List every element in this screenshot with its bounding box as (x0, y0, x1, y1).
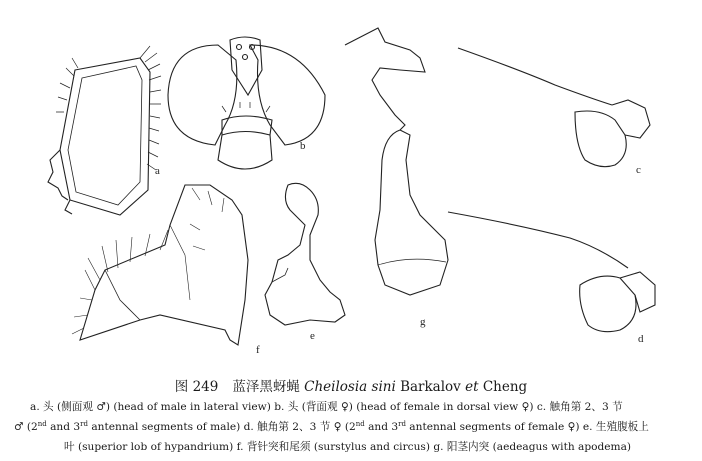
caption-a-en: ) (head of male in lateral view) (105, 401, 271, 413)
author-2: Cheng (482, 379, 528, 395)
caption-c-en-2: and 3 (46, 421, 81, 433)
caption-line-2 (14, 419, 696, 435)
panel-label-g: g (420, 316, 426, 328)
caption-e-label: e. 生殖腹板上 (582, 421, 649, 433)
author-et: et (465, 379, 479, 395)
caption-d-en-2: and 3 (364, 421, 399, 433)
species-name: Cheilosia sini (304, 379, 396, 395)
caption-d-end: ) (575, 421, 580, 433)
caption-b-label: b. 头 (背面观 (274, 401, 338, 413)
superscript: nd (37, 420, 47, 428)
caption-d-en-3: antennal segments of female (405, 421, 565, 433)
female-symbol-icon: ♀ (333, 421, 342, 433)
caption-g-en: (aedeagus with apodema) (492, 441, 632, 453)
drawing-a-head-lateral (48, 46, 161, 215)
drawing-g-aedeagus (345, 28, 448, 295)
figure-title (0, 375, 702, 395)
female-symbol-icon: ♀ (341, 401, 349, 413)
male-symbol-icon: ♂ (96, 401, 106, 413)
caption-a-label: a. 头 (侧面观 (30, 401, 93, 413)
caption-e-en: (superior lob of hypandrium) (77, 441, 234, 453)
superscript: rd (80, 420, 88, 428)
panel-label-e: e (310, 330, 315, 342)
female-symbol-icon: ♀ (567, 421, 576, 433)
drawing-c-antenna-male (458, 48, 650, 167)
female-symbol-icon: ♀ (521, 401, 530, 413)
superscript: rd (398, 420, 406, 428)
panel-label-a: a (155, 165, 160, 177)
caption-d-en-1: (2 (344, 421, 356, 433)
caption-f-label: f. 背针突和尾须 (236, 441, 311, 453)
caption-c-label: c. 触角第 2、3 节 (536, 401, 623, 413)
caption-d-label: d. 触角第 2、3 节 (243, 421, 331, 433)
author-1: Barkalov (400, 379, 461, 395)
caption-g-label: g. 阳茎内突 (433, 441, 490, 453)
caption-line-3 (64, 439, 702, 455)
drawing-d-antenna-female (448, 212, 655, 332)
caption-c-en-3: antennal segments of male) (87, 421, 241, 433)
panel-label-f: f (256, 344, 260, 356)
caption-b-en: ) (head of female in dorsal view (348, 401, 519, 413)
male-symbol-icon: ♂ (14, 421, 24, 433)
figure-title-cn: 蓝泽黑蚜蝇 (232, 379, 300, 395)
caption-line-1 (30, 399, 702, 415)
caption-e-cont: 叶 (64, 441, 75, 453)
caption-f-en: (surstylus and circus) (313, 441, 430, 453)
drawing-e-superior-lob (265, 183, 345, 325)
superscript: nd (355, 420, 365, 428)
panel-label-b: b (300, 140, 306, 152)
panel-label-c: c (636, 164, 641, 176)
caption-c-en-1: (2 (26, 421, 38, 433)
figure-number: 图 249 (174, 379, 219, 395)
panel-label-d: d (638, 333, 644, 345)
caption-b-end: ) (529, 401, 534, 413)
